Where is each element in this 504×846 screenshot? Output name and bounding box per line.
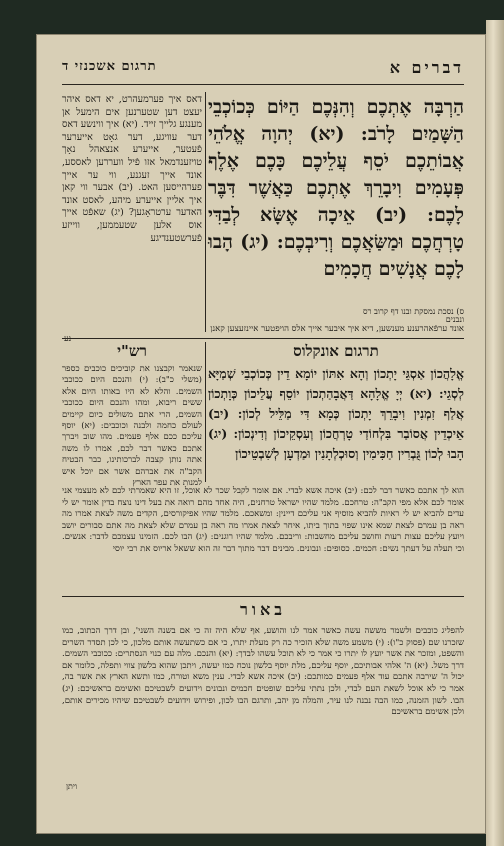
header-rule <box>62 84 464 85</box>
section-rule <box>62 338 464 339</box>
rashi-text: שנאמר וקבצנו את קוביכים כוכבים כספר (משלי כ"ב): (י) והנכם היום ככוכבי השמים. והלא לא היו באותו היום אלא ששים ריבוא, ומהו והנכם היום ככוכבי השמים, הרי אתם משולים כיום קיימים לעולם כחמה ולבנה וכוכבים: (יא) יוסף עליכם ככם אלף פעמים. מהו שוב ויברך אתכם כאשר דבר לכם, אמרו לו משה אתה נותן קצבה לברכותינו, כבר הבטיח הקב"ה את אברהם אשר אם יוכל איש למנות את עפר הארץ <box>62 364 202 489</box>
book-spine-edge <box>486 20 504 846</box>
catchword: ויתן <box>66 782 78 791</box>
column-divider-top <box>205 92 206 332</box>
targum-ashkenazi-continuation: אונד ערפֿאהרענע מענשען, דיא איך איבער אייך אלס הויפטער איינזעצען קאנן <box>210 324 464 334</box>
book-page <box>36 34 486 834</box>
onkelos-title: תרגום אונקלוס <box>293 342 379 360</box>
beur-title: באור <box>240 600 286 619</box>
beur-rule <box>62 596 464 597</box>
header-right-title: דברים א <box>389 58 464 77</box>
beur-text: להפליג כוכבים ולשמר מששה עשה כאשר אמר לנו והושע, אף שלא היה זה כי אם בשנה השני', ובן דרך הכתוב, כמו שזכרנו שם (פסוק כ"ו): (י) משמע משה שלא הזכיר כה רק מעלת יתרו, כי אם כשתעשה אותם מלכון, כי לכן תסדר השרים והשפט, ומזכר את אשר יועץ לו יתרו כי אמר כי לא תוכל עשהו לבדך: (יא) והנכם. מלה עם כנוי הנסתרים: ככוכבי השמים. דרך משל. (יא) ה' אלהי אבותיכם, יוסף עליכם, מלת יוסף בלשון נוכח כמו יעשה, ויתכן שהוא בלשון צווי ותפלה, כלומר אם יכול ה' שירבה אתכם עוד אלף פעמים כמותכם: (יב) איכה אשא לבדי. ענין משא וטורח, כמו ותשא הארץ את אשר בה, אמר כי לא אוכל לשאת העם לבדי, ולכן נתתי עליכם שופטים חכמים ונבונים וידועים לשבטיכם ואשימם בראשיכם: (יג) הבו. לשון הזמנה, כמו הבה נבנה לנו עיר, והמלה מן יהב, ותרגם הבו לכון, ופירוש וידועים לשבטיכם שיהיו מכירים אותם, ולכן אשימם בראשיכם <box>62 626 465 718</box>
catchword-right: ונבנים <box>445 315 464 324</box>
footnote: ס) נסכת נמסקת ובנו דף קרוב רס <box>362 307 464 316</box>
rashi-title: רש"י <box>117 342 147 360</box>
column-divider-middle <box>205 342 206 482</box>
onkelos-text: אֱלָהֲכוֹן אַסְגֵּי יָתְכוֹן וְהָא אִתּוֹן יוֹמָא דֵין כְּכוֹכְבֵי שְׁמַיָּא לְסְגֵי: (יא) יְיָ אֱלָהָא דַּאֲבָהַתְכוֹן יוֹסֵף עֲלֵיכוֹן כְּוָתְכוֹן אֲלַף זִמְנִין וִיבָרֵךְ יָתְכוֹן כְּמָא דִּי מַלֵּיל לְכוֹן: (יב) אֵיכְדֵין אֲסוֹבַר בִּלְחוֹדַי טָרְחֲכוֹן וְעִסְקֵיכוֹן וְדִינְכוֹן: (יג) הָבוּ לְכוֹן גֻּבְרִין חַכִּימִין וְסוּכְלְתָנִין וּמַדְעָן לְשִׁבְטֵיכוֹן <box>208 366 464 461</box>
main-verse-text: הַרְבָּה אֶתְכֶם וְהִנְּכֶם הַיּוֹם כְּכוֹכְבֵי הַשָּׁמַיִם לָרֹב: (יא) יְהוָה אֱלֹהֵי אֲבוֹתֵכֶם יֹסֵף עֲלֵיכֶם כָּכֶם אֶלֶף פְּעָמִים וִיבָרֵךְ אֶתְכֶם כַּאֲשֶׁר דִּבֶּר לָכֶם: (יב) אֵיכָה אֶשָּׂא לְבַדִּי טָרְחֲכֶם וּמַשַּׂאֲכֶם וְרִיבְכֶם: (יג) הָבוּ לָכֶם אֲנָשִׁים חֲכָמִים <box>208 96 464 280</box>
targum-ashkenazi-text: דאס איך פערמעהרט, יא דאס איהר יעצט דען שטערנען אים הימעל אן מענגע גלייך זייד. (יא) איך ווינשע דאס דער עוויגע, דער גאָט אייערער פֿעטער, אייערע אנצאהל נאָך טויזענדמאל אזו פֿיל וועררען לאססע, אונד אייך זעגנע, ווי ער אייך פערהייסען האט. (יב) אבער ווי קאן איך אליין אייערע מיהע, לאסט אונד האדער ערטראָגען? (יג) שאפֿט אייך אוס אלען שטעממען, ווייזע פֿערשטענדיגע <box>62 94 202 244</box>
header-left-title: תרגום אשכנזי ד <box>62 59 157 74</box>
rashi-commentary: הוא לך אתכם כאשר דבר לכם: (יב) איכה אשא לבדי. אם אומר לקבל שכר לא אוכל, זו היא שאמרתי לכם לא מעצמי אני אומר לכם אלא מפי הקב"ה: טרחכם. מלמד שהיו ישראל טרחנים, היה אחד מהם רואה את בעל דינו נוצח בדין אומר יש לי עדים להביא יש לי ראיות להביא מוסיף אני עליכם דיינין: ומשאכם. מלמד שהיו אפיקורסים, הקדים משה לצאת אמרו מה ראה בן עמרם לצאת שמא אינו שפוי בתוך ביתו, איחר לצאת אמרו מה ראה בן עמרם שלא לצאת מה אתם סבורים יושב ויועץ עליכם עצות רעות וחושב עליכם מחשבות: וריבכם. מלמד שהיו רוגנים: (יג) הבו לכם. הזמינו עצמכם לדבר: אנשים. וכי תעלה על דעתך נשים: חכמים. כסופים: ונבונים. מבינים דבר מתוך דבר זה הוא ששאל אריוס את רבי יוסי <box>62 486 464 554</box>
